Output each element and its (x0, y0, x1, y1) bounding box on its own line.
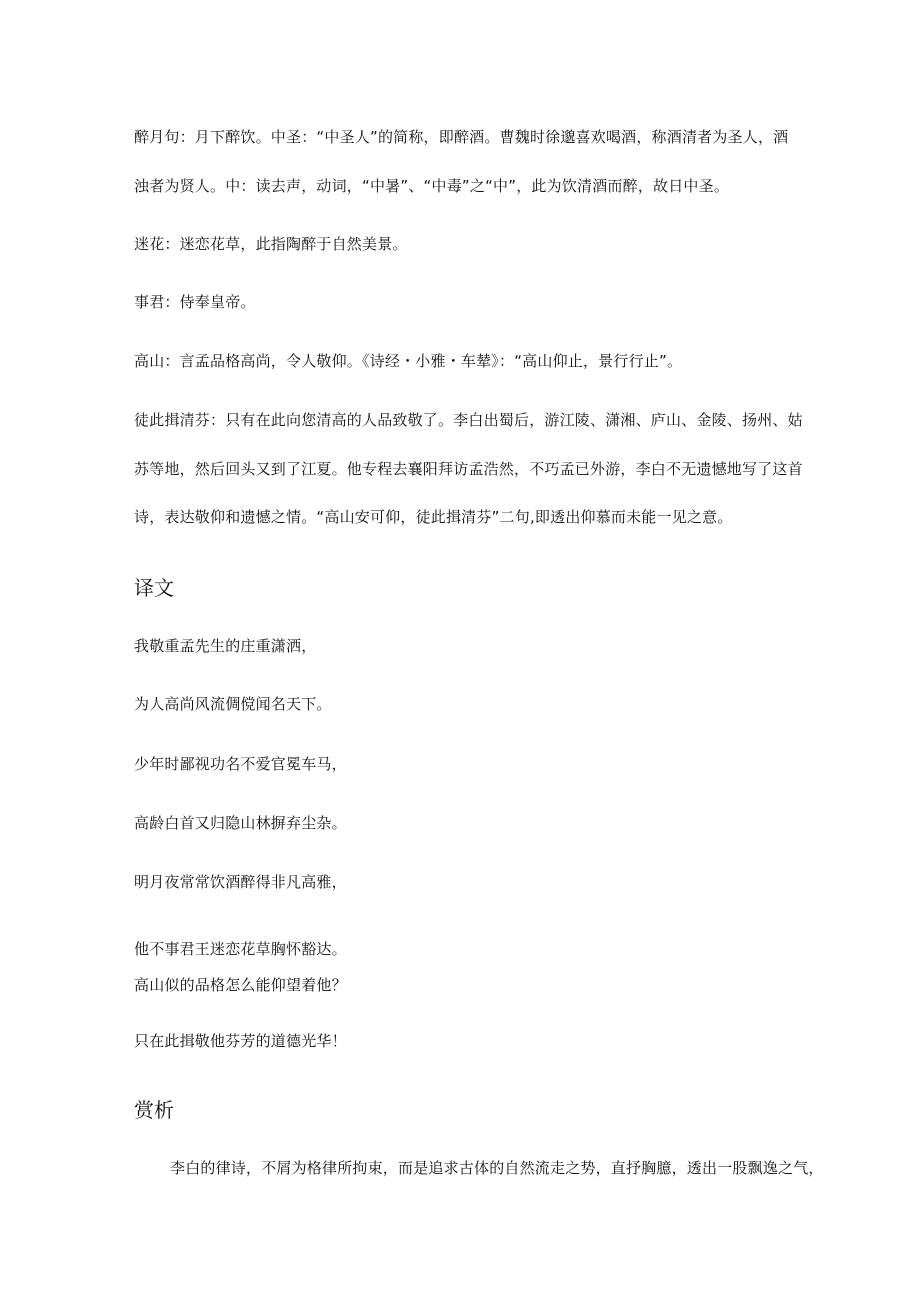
translation-line-1: 我敬重孟先生的庄重潇洒， (134, 637, 317, 655)
translation-line-7: 高山似的品格怎么能仰望着他？ (134, 976, 347, 994)
note-tuci-line-3: 诗，表达敬仰和遗憾之情。“高山安可仰，徒此揖清芬”二句,即透出仰慕而未能一见之意。 (134, 508, 733, 526)
note-gaoshan: 高山：言孟品格高尚，令人敬仰。《诗经・小雅・车辇》：“高山仰止，景行行止”。 (134, 352, 683, 370)
translation-heading: 译文 (134, 576, 174, 600)
appreciation-paragraph-1: 李白的律诗，不屑为格律所拘束，而是追求古体的自然流走之势，直抒胸臆，透出一股飘逸之气， (170, 1159, 824, 1177)
note-zuiyue-line-2: 浊者为贤人。中：读去声，动词，“中暑”、“中毒”之“中”，此为饮清酒而醉，故日中圣。 (134, 177, 730, 195)
note-zuiyue-line-1: 醉月句：月下醉饮。中圣：“中圣人”的简称，即醉酒。曹魏时徐邈喜欢喝酒，称酒清者为圣人，酒 (134, 128, 789, 146)
appreciation-heading: 赏析 (134, 1098, 174, 1122)
translation-line-4: 高龄白首又归隐山林摒弃尘杂。 (134, 814, 347, 832)
note-tuci-line-2: 苏等地，然后回头又到了江夏。他专程去襄阳拜访孟浩然，不巧孟已外游，李白不无遗憾地写了这首 (134, 460, 803, 478)
translation-line-5: 明月夜常常饮酒醉得非凡高雅， (134, 873, 347, 891)
note-tuci-line-1: 徒此揖清芬：只有在此向您清高的人品致敬了。李白出蜀后，游江陵、潇湘、庐山、金陵、扬州、姑 (134, 411, 803, 429)
translation-line-2: 为人高尚风流倜傥闻名天下。 (134, 695, 332, 713)
translation-line-6: 他不事君王迷恋花草胸怀豁达。 (134, 940, 347, 958)
note-shijun: 事君：侍奉皇帝。 (134, 293, 256, 311)
translation-line-8: 只在此揖敬他芬芳的道德光华！ (134, 1032, 347, 1050)
note-mihua: 迷花：迷恋花草，此指陶醉于自然美景。 (134, 235, 408, 253)
translation-line-3: 少年时鄙视功名不爱官冕车马， (134, 755, 347, 773)
